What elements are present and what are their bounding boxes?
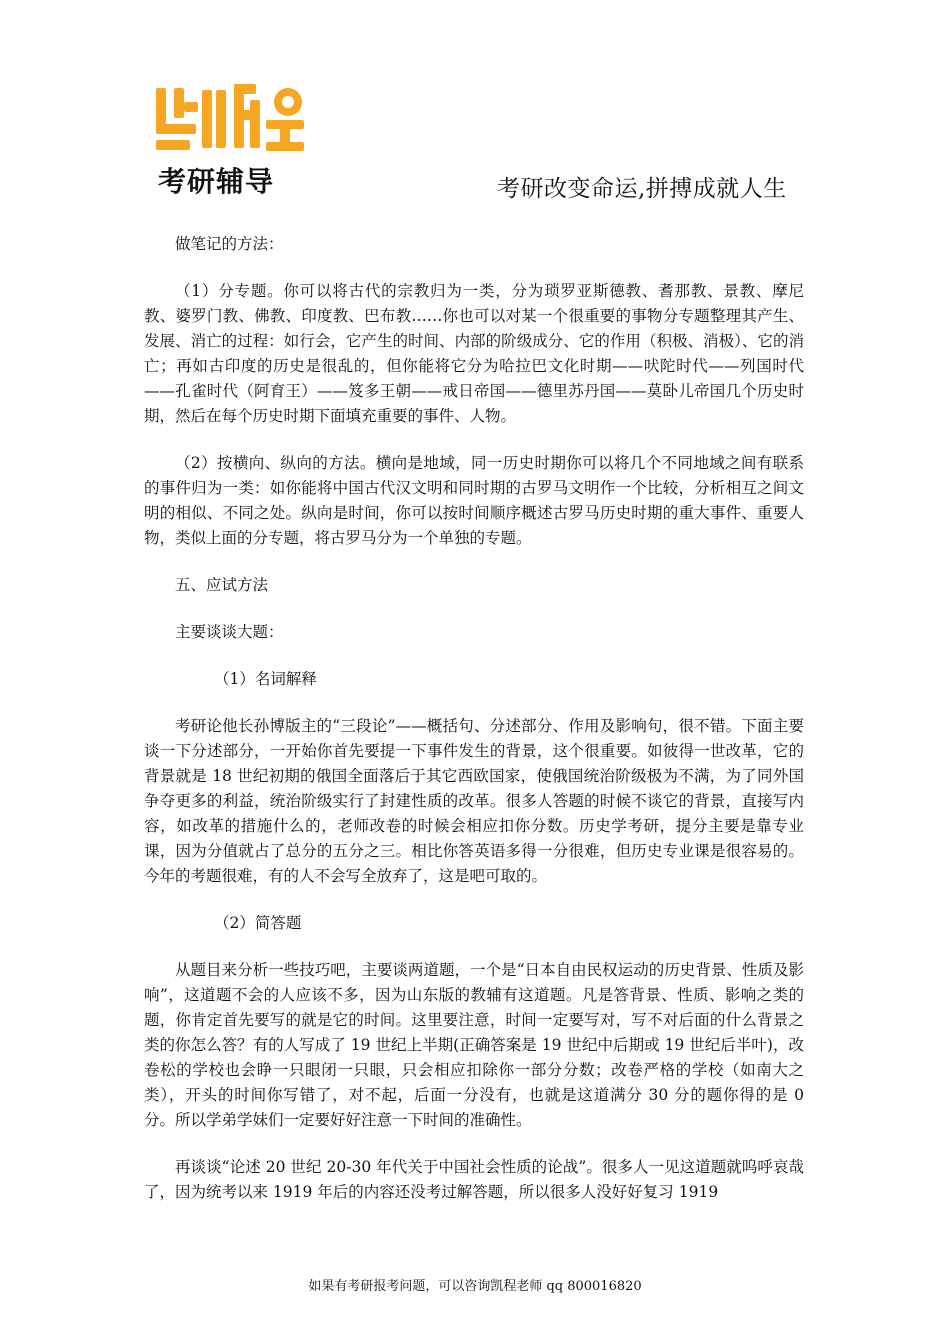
paragraph-three-part: 考研论他长孙博版主的“三段论”——概括句、分述部分、作用及影响句，很不错。下面主要谈一下分述部分，一开始你首先要提一下事件发生的背景，这个很重要。如彼得一世改革，它的背景就是 18 世纪初期的俄国全面落后于其它西欧国家，使俄国统治阶级极为不满，为了同外国争夺更多的利益，统治阶级实行了封建性质的改革。很多人答题的时候不谈它的背景，直接写内容，如改革的措施什么的，老师改卷的时候会相应扣你分数。历史学考研，提分主要是靠专业课，因为分值就占了总分的五分之三。相比你答英语多得一分很难，但历史专业课是很容易的。今年的考题很难，有的人不会写全放弃了，这是吧可取的。 xyxy=(144,717,804,885)
main-topics-heading: 主要谈谈大题： xyxy=(175,623,284,641)
paragraph-horizontal-vertical: （2）按横向、纵向的方法。横向是地域，同一历史时期你可以将几个不同地域之间有联系的事件归为一类：如你能将中国古代汉文明和同时期的古罗马文明作一个比较，分析相互之间文明的相似、不同之处。纵向是时间，你可以按时间顺序概述古罗马历史时期的重大事件、重要人物，类似上面的分专题，将古罗马分为一个单独的专题。 xyxy=(144,454,804,547)
paragraph-short-answer-tips: 从题目来分析一些技巧吧，主要谈两道题，一个是“日本自由民权运动的历史背景、性质及影响”，这道题不会的人应该不多，因为山东版的教辅有这道题。凡是答背景、性质、影响之类的题，你肯定首先要写的就是它的时间。这里要注意，时间一定要写对，写不对后面的什么背景之类的你怎么答？有的人写成了 19 世纪上半期(正确答案是 19 世纪中后期或 19 世纪后半叶)，改卷松的学校也会睁一只眼闭一只眼，只会相应扣除你一部分分数；改卷严格的学校（如南大之类），开头的时间你写错了，对不起，后面一分没有，也就是这道满分 30 分的题你得的是 0 分。所以学弟学妹们一定要好好注意一下时间的准确性。 xyxy=(144,961,804,1129)
kaicheng-logo xyxy=(150,80,310,198)
item-term-explanation: （1）名词解释 xyxy=(214,670,317,688)
logo-subtitle: 考研辅导 xyxy=(158,165,275,198)
notes-method-title: 做笔记的方法： xyxy=(175,235,284,253)
slogan: 考研改变命运,拼搏成就人生 xyxy=(497,176,787,202)
section-heading-exam-methods: 五、应试方法 xyxy=(175,576,269,594)
document-body xyxy=(144,232,804,1205)
footer-contact: 如果有考研报考问题，可以咨询凯程老师 qq 800016820 xyxy=(308,1279,642,1294)
kaicheng-logo-mark xyxy=(154,80,306,158)
item-short-answer: （2）简答题 xyxy=(214,914,302,932)
paragraph-social-debate: 再谈谈“论述 20 世纪 20-30 年代关于中国社会性质的论战”。很多人一见这道题就呜呼哀哉了，因为统考以来 1919 年后的内容还没考过解答题，所以很多人没好好复习 1919 xyxy=(144,1158,804,1201)
paragraph-topics: （1）分专题。你可以将古代的宗教归为一类，分为琐罗亚斯德教、耆那教、景教、摩尼教、婆罗门教、佛教、印度教、巴布教……你也可以对某一个很重要的事物分专题整理其产生、发展、消亡的过程：如行会，它产生的时间、内部的阶级成分、它的作用（积极、消极）、它的消亡；再如古印度的历史是很乱的，但你能将它分为哈拉巴文化时期——吠陀时代——列国时代——孔雀时代（阿育王）——笈多王朝——戒日帝国——德里苏丹国——莫卧儿帝国几个历史时期，然后在每个历史时期下面填充重要的事件、人物。 xyxy=(144,282,804,425)
